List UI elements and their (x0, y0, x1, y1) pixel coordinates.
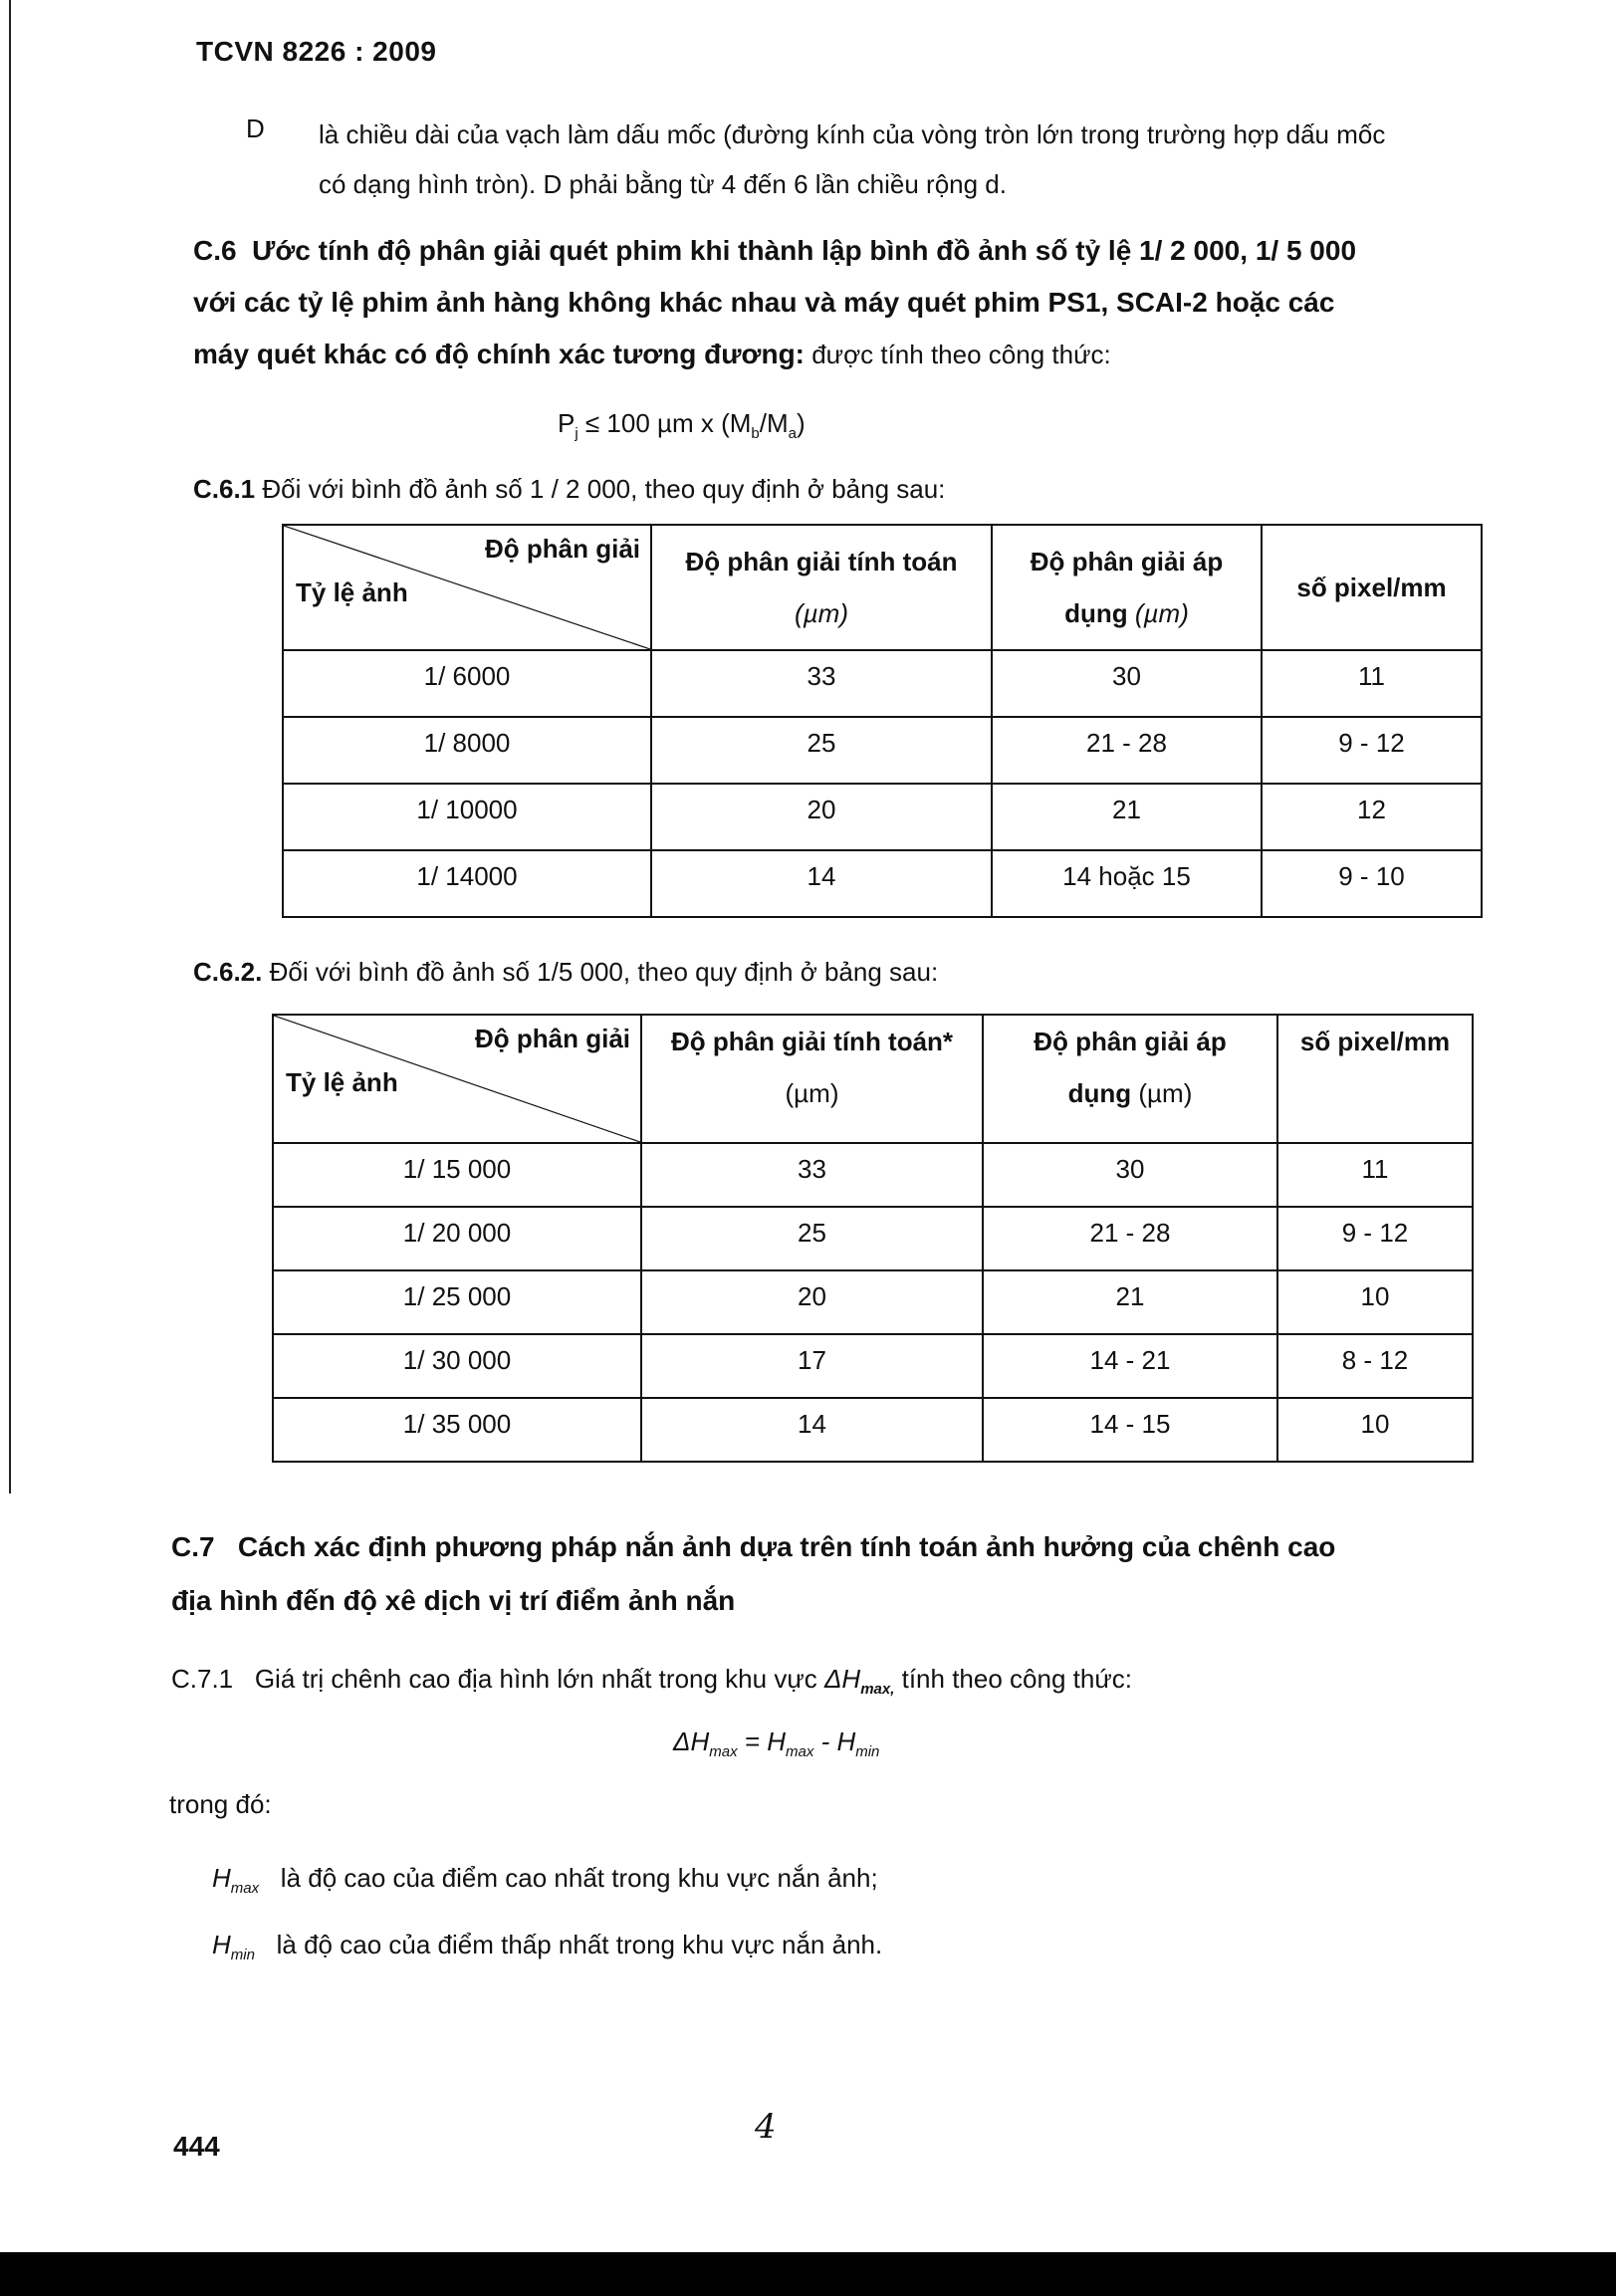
section-c61-text: Đối với bình đồ ảnh số 1 / 2 000, theo quy định ở bảng sau: (255, 474, 946, 504)
table2-calc: 20 (641, 1270, 983, 1334)
table1-scale: 1/ 10000 (283, 784, 651, 850)
table2-header-row (273, 1015, 1473, 1143)
delta-h-symbol: ΔH (823, 1664, 861, 1694)
table2-scale: 1/ 30 000 (273, 1334, 641, 1398)
table2-applied: 21 - 28 (983, 1207, 1277, 1270)
table-row (273, 1143, 1473, 1207)
definition-d-line2: có dạng hình tròn). D phải bằng từ 4 đến 6 lần chiều rộng d. (319, 169, 1007, 199)
section-c6-heading-line3 (193, 339, 1111, 370)
section-c62-number: C.6.2. (193, 957, 263, 987)
table-row (273, 1334, 1473, 1398)
table1-pixels: 11 (1262, 650, 1482, 717)
hmax-symbol: H (212, 1863, 231, 1893)
table-row (283, 850, 1482, 917)
table2-header-photo-scale: Tỷ lệ ảnh (286, 1067, 398, 1097)
table2-pixels: 9 - 12 (1277, 1207, 1473, 1270)
table2-calc: 17 (641, 1334, 983, 1398)
table2-scale: 1/ 25 000 (273, 1270, 641, 1334)
table1-header-calc-label: Độ phân giải tính toán (685, 547, 958, 576)
delta-h-sub: max, (860, 1681, 895, 1699)
definition-symbol-d: D (246, 114, 265, 143)
table2-scale: 1/ 20 000 (273, 1207, 641, 1270)
table1-header-applied (992, 525, 1262, 650)
table1-header-applied-label2: dụng (1064, 598, 1135, 628)
section-c6-heading-line2: với các tỷ lệ phim ảnh hàng không khác nhau và máy quét phim PS1, SCAI-2 hoặc các (193, 287, 1335, 318)
formula-lhs: P (558, 408, 576, 438)
table1-calc: 33 (651, 650, 992, 717)
formula-sub-a: a (788, 425, 797, 443)
table1-header-row (283, 525, 1482, 650)
formula2-lhs-sub: max (709, 1743, 738, 1761)
definition-d-line1: là chiều dài của vạch làm dấu mốc (đường kính của vòng tròn lớn trong trường hợp dấu mốc (319, 119, 1386, 149)
table2-diagonal-header (273, 1015, 641, 1143)
formula2-minus: - (813, 1726, 837, 1756)
section-c6-title-1: Ước tính độ phân giải quét phim khi thành lập bình đồ ảnh số tỷ lệ 1/ 2 000, 1/ 5 000 (252, 235, 1357, 266)
table2-applied: 21 (983, 1270, 1277, 1334)
formula2-t2-sub: min (855, 1743, 880, 1761)
formula2-t2: H (836, 1726, 856, 1756)
table2-applied: 14 - 21 (983, 1334, 1277, 1398)
handwritten-mark: 4 (755, 2107, 777, 2147)
hmin-symbol: H (212, 1930, 231, 1959)
table1-scale: 1/ 6000 (283, 650, 651, 717)
section-c7-title-1: Cách xác định phương pháp nắn ảnh dựa trên tính toán ảnh hưởng của chênh cao (237, 1531, 1336, 1562)
table1-diagonal-header (283, 525, 651, 650)
table-row (273, 1398, 1473, 1462)
definition-hmin (212, 1930, 882, 1963)
section-c6-number: C.6 (193, 235, 237, 266)
formula2-lhs: ΔH (673, 1726, 710, 1756)
table1-pixels: 12 (1262, 784, 1482, 850)
table2-scale: 1/ 35 000 (273, 1398, 641, 1462)
table1-header-calc (651, 525, 992, 650)
formula-close: ) (797, 408, 806, 438)
table-row (283, 717, 1482, 784)
table1-applied: 14 hoặc 15 (992, 850, 1262, 917)
scan-edge-line (9, 0, 11, 1493)
hmax-sub: max (230, 1880, 260, 1898)
table2-header-applied-label2: dụng (1067, 1078, 1139, 1108)
section-c7-heading-line1 (171, 1531, 1335, 1563)
formula-middle: ≤ 100 µm x (M (577, 408, 752, 438)
table2-calc: 25 (641, 1207, 983, 1270)
table2-pixels: 10 (1277, 1398, 1473, 1462)
resolution-formula (558, 408, 806, 442)
table1-pixels: 9 - 12 (1262, 717, 1482, 784)
table-row (273, 1207, 1473, 1270)
resolution-table-1-5000 (272, 1014, 1474, 1463)
section-c71-text-after: tính theo công thức: (894, 1664, 1132, 1694)
table2-applied: 30 (983, 1143, 1277, 1207)
table2-header-calc (641, 1015, 983, 1143)
table1-header-photo-scale: Tỷ lệ ảnh (296, 577, 408, 607)
section-c6-title-3-bold: máy quét khác có độ chính xác tương đương: (193, 339, 805, 369)
formula-lhs-sub: j (575, 425, 578, 443)
hmax-text: là độ cao của điểm cao nhất trong khu vực nắn ảnh; (280, 1863, 878, 1893)
table2-header-applied-label1: Độ phân giải áp (1034, 1027, 1227, 1056)
table2-calc: 33 (641, 1143, 983, 1207)
formula2-t1: H (767, 1726, 786, 1756)
table2-calc: 14 (641, 1398, 983, 1462)
table2-scale: 1/ 15 000 (273, 1143, 641, 1207)
table1-applied: 21 (992, 784, 1262, 850)
table2-header-calc-unit: (µm) (785, 1078, 839, 1108)
table-row (273, 1270, 1473, 1334)
section-c71-intro (171, 1664, 1132, 1698)
formula2-eq: = (737, 1726, 768, 1756)
section-c6-heading-line1 (193, 235, 1356, 267)
where-label: trong đó: (169, 1789, 272, 1819)
formula-slash: /M (759, 408, 789, 438)
table2-header-resolution: Độ phân giải (475, 1024, 630, 1053)
scan-bottom-black-band (0, 2252, 1616, 2296)
table2-header-applied (983, 1015, 1277, 1143)
table2-applied: 14 - 15 (983, 1398, 1277, 1462)
table2-header-calc-label: Độ phân giải tính toán* (670, 1027, 954, 1056)
section-c7-number: C.7 (171, 1531, 215, 1562)
table2-header-pixels: số pixel/mm (1277, 1015, 1473, 1143)
table1-calc: 14 (651, 850, 992, 917)
formula-sub-b: b (751, 425, 760, 443)
table1-applied: 30 (992, 650, 1262, 717)
formula2-t1-sub: max (786, 1743, 814, 1761)
section-c62-intro (193, 957, 938, 988)
table1-calc: 25 (651, 717, 992, 784)
table2-pixels: 8 - 12 (1277, 1334, 1473, 1398)
table1-pixels: 9 - 10 (1262, 850, 1482, 917)
section-c7-heading-line2: địa hình đến độ xê dịch vị trí điểm ảnh nắn (171, 1585, 736, 1616)
table-row (283, 650, 1482, 717)
table1-header-applied-unit: (µm) (1134, 598, 1189, 628)
table2-header-applied-unit: (µm) (1138, 1078, 1193, 1108)
table1-scale: 1/ 8000 (283, 717, 651, 784)
resolution-table-1-2000 (282, 524, 1483, 918)
table2-pixels: 10 (1277, 1270, 1473, 1334)
hmin-text: là độ cao của điểm thấp nhất trong khu vực nắn ảnh. (276, 1930, 883, 1959)
table2-pixels: 11 (1277, 1143, 1473, 1207)
document-code-header: TCVN 8226 : 2009 (196, 36, 437, 67)
section-c61-intro (193, 474, 945, 505)
table1-header-calc-unit: (µm) (795, 598, 848, 628)
page-number: 444 (173, 2131, 220, 2162)
hmin-sub: min (230, 1947, 255, 1964)
table1-applied: 21 - 28 (992, 717, 1262, 784)
section-c71-number: C.7.1 (171, 1664, 234, 1694)
table1-header-pixels: số pixel/mm (1262, 525, 1482, 650)
definition-hmax (212, 1863, 878, 1897)
table1-calc: 20 (651, 784, 992, 850)
section-c6-title-3-normal: được tính theo công thức: (805, 340, 1111, 369)
table-row (283, 784, 1482, 850)
table1-header-applied-label1: Độ phân giải áp (1030, 547, 1224, 576)
section-c62-text: Đối với bình đồ ảnh số 1/5 000, theo quy định ở bảng sau: (262, 957, 939, 987)
section-c61-number: C.6.1 (193, 474, 256, 504)
table1-header-resolution: Độ phân giải (485, 534, 640, 564)
elevation-difference-formula (673, 1726, 879, 1760)
section-c71-text: Giá trị chênh cao địa hình lớn nhất trong khu vực (254, 1664, 824, 1694)
table1-scale: 1/ 14000 (283, 850, 651, 917)
